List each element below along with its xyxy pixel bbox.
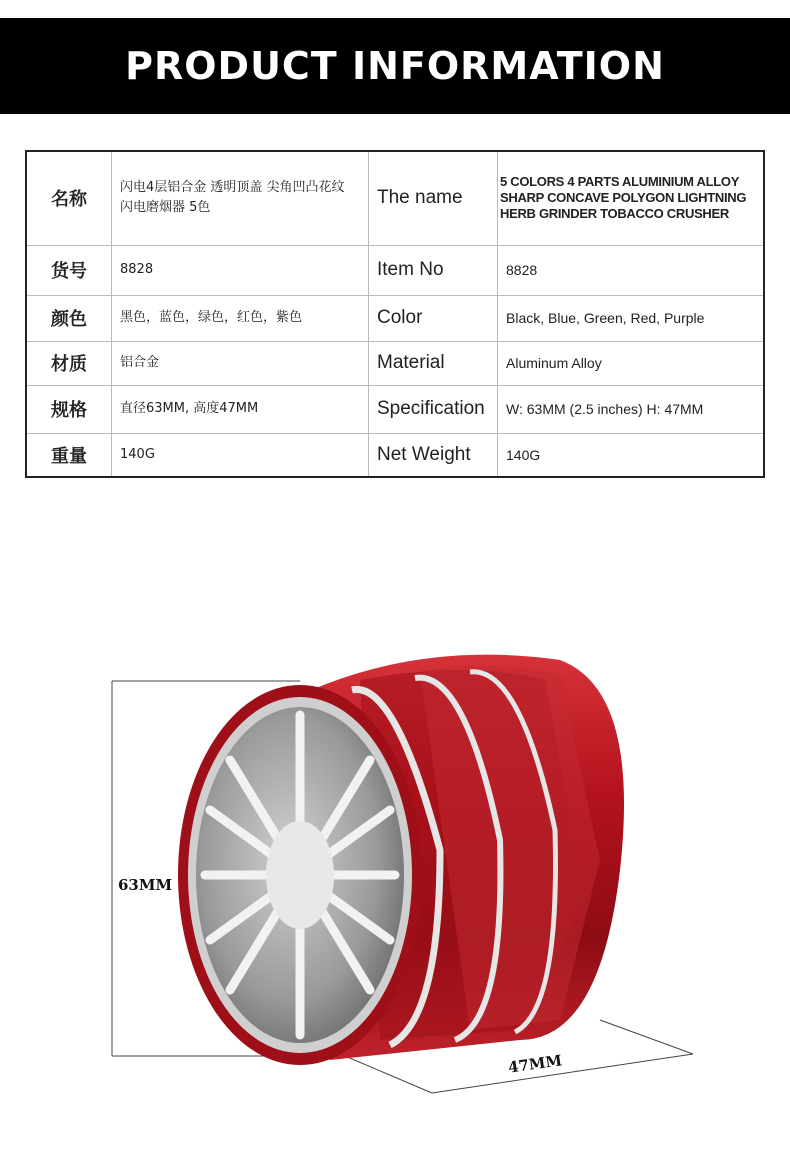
- table-row: [26, 295, 764, 341]
- width-dimension-label: 47MM: [507, 1051, 564, 1077]
- en-key-cell: Material: [369, 341, 498, 385]
- en-value-cell: 5 COLORS 4 PARTS ALUMINIUM ALLOY SHARP CONCAVE POLYGON LIGHTNING HERB GRINDER TOBACCO CRUSHER: [498, 151, 765, 245]
- zh-value-cell: 140G: [112, 433, 369, 477]
- en-value-cell: Aluminum Alloy: [498, 341, 765, 385]
- product-image: [0, 600, 790, 1120]
- zh-key-cell: 货号: [26, 245, 112, 295]
- en-value-cell: 8828: [498, 245, 765, 295]
- zh-key-cell: 规格: [26, 385, 112, 433]
- en-key-cell: Specification: [369, 385, 498, 433]
- en-value-cell: 140G: [498, 433, 765, 477]
- header-banner: [0, 18, 790, 114]
- en-key-cell: Color: [369, 295, 498, 341]
- table-row: [26, 433, 764, 477]
- grinder-illustration: [0, 600, 790, 1120]
- zh-key-cell: 材质: [26, 341, 112, 385]
- grinder-face: [178, 685, 422, 1065]
- en-value-cell: W: 63MM (2.5 inches) H: 47MM: [498, 385, 765, 433]
- zh-value-cell: 直径63MM, 高度47MM: [112, 385, 369, 433]
- en-key-cell: Net Weight: [369, 433, 498, 477]
- en-key-cell: The name: [369, 151, 498, 245]
- zh-value-cell: 8828: [112, 245, 369, 295]
- en-value-cell: Black, Blue, Green, Red, Purple: [498, 295, 765, 341]
- zh-value-cell: 黑色，蓝色，绿色，红色，紫色: [112, 295, 369, 341]
- zh-key-cell: 重量: [26, 433, 112, 477]
- table-row: [26, 385, 764, 433]
- table-row: [26, 341, 764, 385]
- zh-key-cell: 名称: [26, 151, 112, 245]
- spec-table: [25, 150, 765, 478]
- table-row: [26, 245, 764, 295]
- zh-value-cell: 铝合金: [112, 341, 369, 385]
- height-dimension-label: 63MM: [118, 876, 173, 894]
- page-title: PRODUCT INFORMATION: [125, 44, 665, 88]
- table-row: [26, 151, 764, 245]
- en-key-cell: Item No: [369, 245, 498, 295]
- zh-key-cell: 颜色: [26, 295, 112, 341]
- zh-value-cell: 闪电4层铝合金 透明顶盖 尖角凹凸花纹 闪电磨烟器 5色: [112, 151, 369, 245]
